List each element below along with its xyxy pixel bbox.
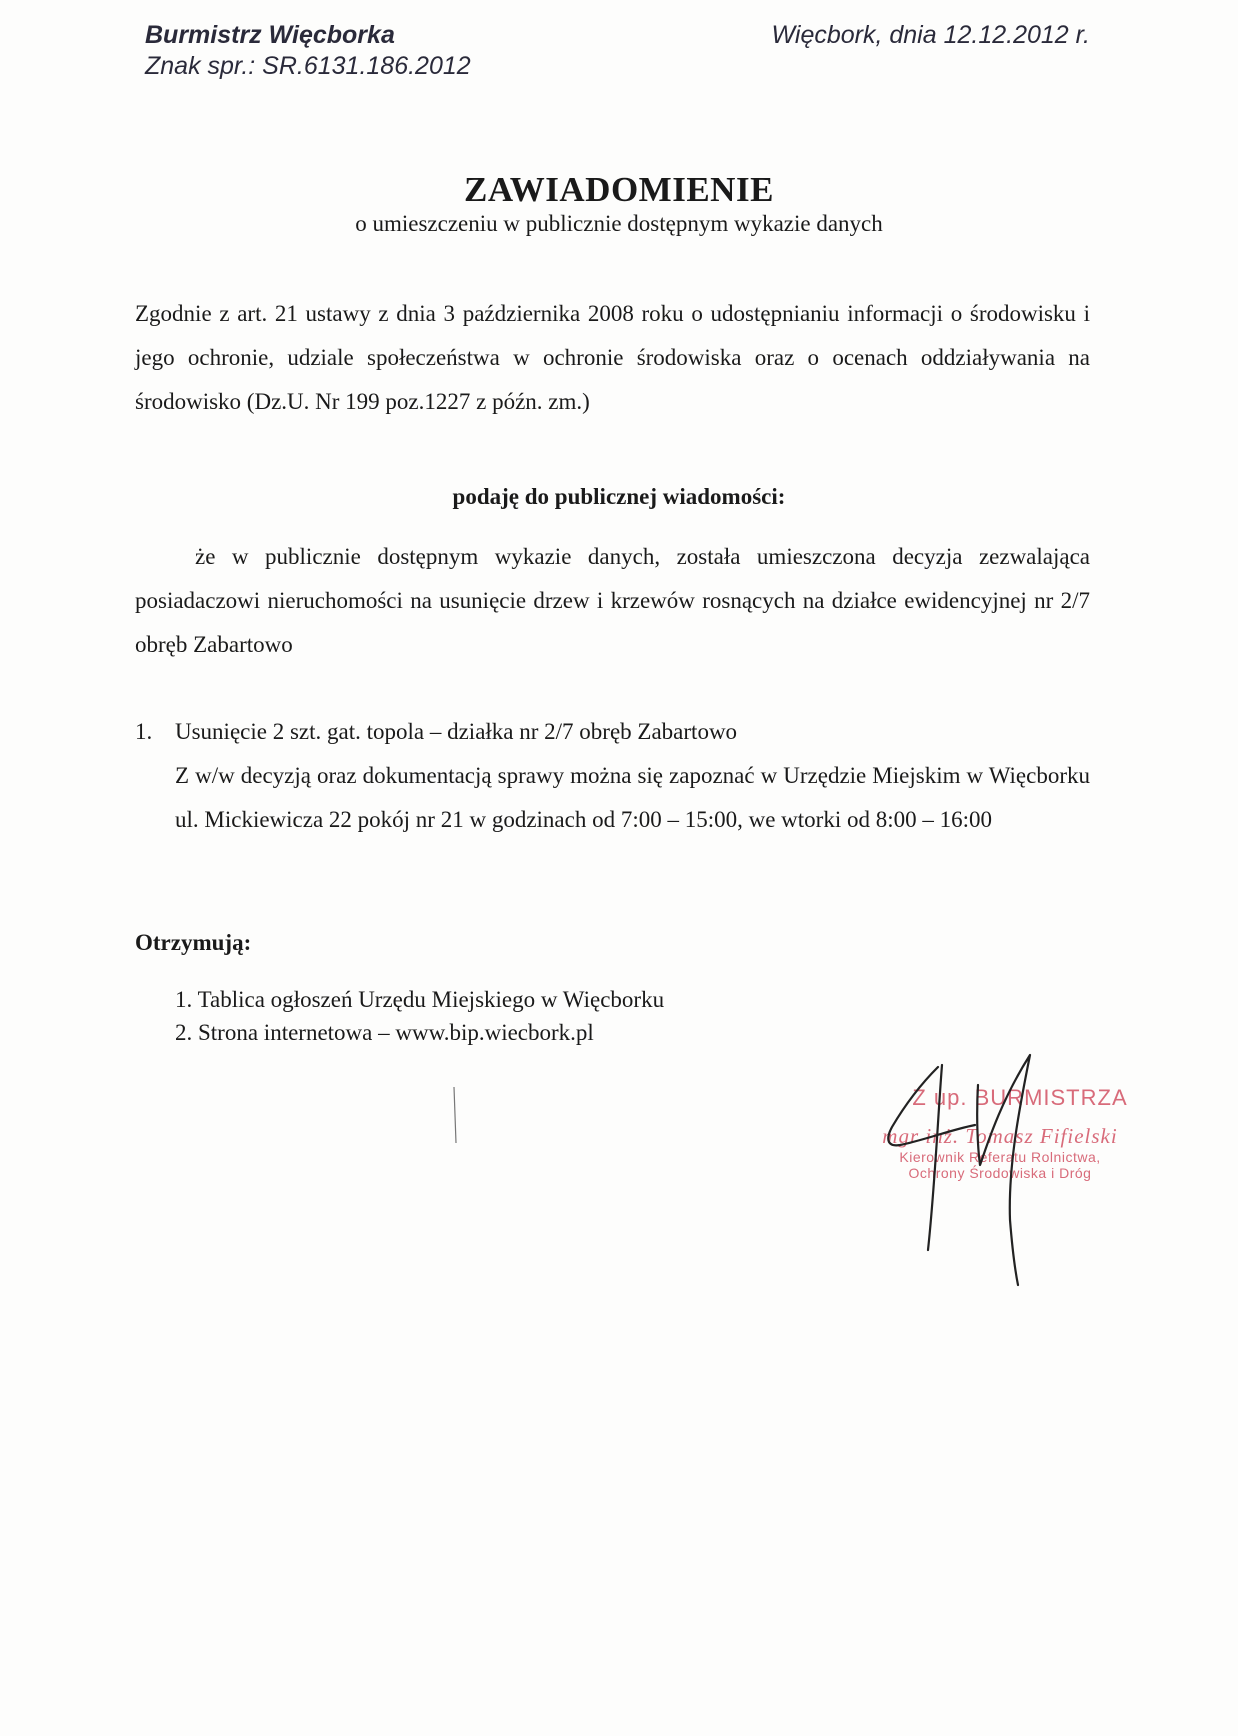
document-subtitle: o umieszczeniu w publicznie dostępnym wykazie danych	[355, 211, 883, 236]
document-title: ZAWIADOMIENIE	[464, 170, 774, 209]
letter-header-left	[145, 20, 471, 82]
announcement-line: podaję do publicznej wiadomości:	[452, 484, 786, 509]
recipient-item: 2. Strona internetowa – www.bip.wiecbork.pl	[175, 1020, 594, 1045]
decision-paragraph: że w publicznie dostępnym wykazie danych, została umieszczona decyzja zezwalająca posiadaczowi nieruchomości na usunięcie drzew i krzewów rosnących na działce ewidencyjnej nr 2/7 obręb Zabartowo	[135, 544, 1090, 657]
list-item-title: Usunięcie 2 szt. gat. topola – działka nr 2/7 obręb Zabartowo	[175, 719, 738, 744]
stamp-department: Ochrony Środowiska i Dróg	[908, 1165, 1092, 1181]
stamp-position: Kierownik Referatu Rolnictwa,	[899, 1149, 1101, 1165]
legal-basis-paragraph: Zgodnie z art. 21 ustawy z dnia 3 października 2008 roku o udostępnianiu informacji o środowisku i jego ochronie, udziale społeczeństwa w ochronie środowiska oraz o ocenach oddziaływania na środowisko (Dz.U. Nr 199 poz.1227 z późn. zm.)	[135, 301, 1090, 414]
place-date: Więcbork, dnia 12.12.2012 r.	[771, 21, 1090, 49]
list-item	[175, 710, 1090, 842]
list-item-number: 1.	[135, 719, 153, 744]
reference-number: Znak spr.: SR.6131.186.2012	[145, 52, 471, 80]
author-name: Burmistrz Więcborka	[145, 21, 395, 49]
scan-artifact-mark	[452, 1085, 458, 1145]
recipients-heading: Otrzymują:	[135, 930, 252, 955]
list-item-details: Z w/w decyzją oraz dokumentacją sprawy można się zapoznać w Urzędzie Miejskim w Więcborku ul. Mickiewicza 22 pokój nr 21 w godzinach od 7:00 – 15:00, we wtorki od 8:00 – 16:00	[175, 763, 1090, 832]
recipient-item: 1. Tablica ogłoszeń Urzędu Miejskiego w Więcborku	[175, 987, 665, 1012]
recipients-list	[175, 983, 664, 1049]
handwritten-signature	[880, 1045, 1040, 1290]
stamp-official-name: mgr inż. Tomasz Fifielski	[882, 1124, 1118, 1148]
stamp-authority: Z up. BURMISTRZA	[912, 1085, 1128, 1110]
